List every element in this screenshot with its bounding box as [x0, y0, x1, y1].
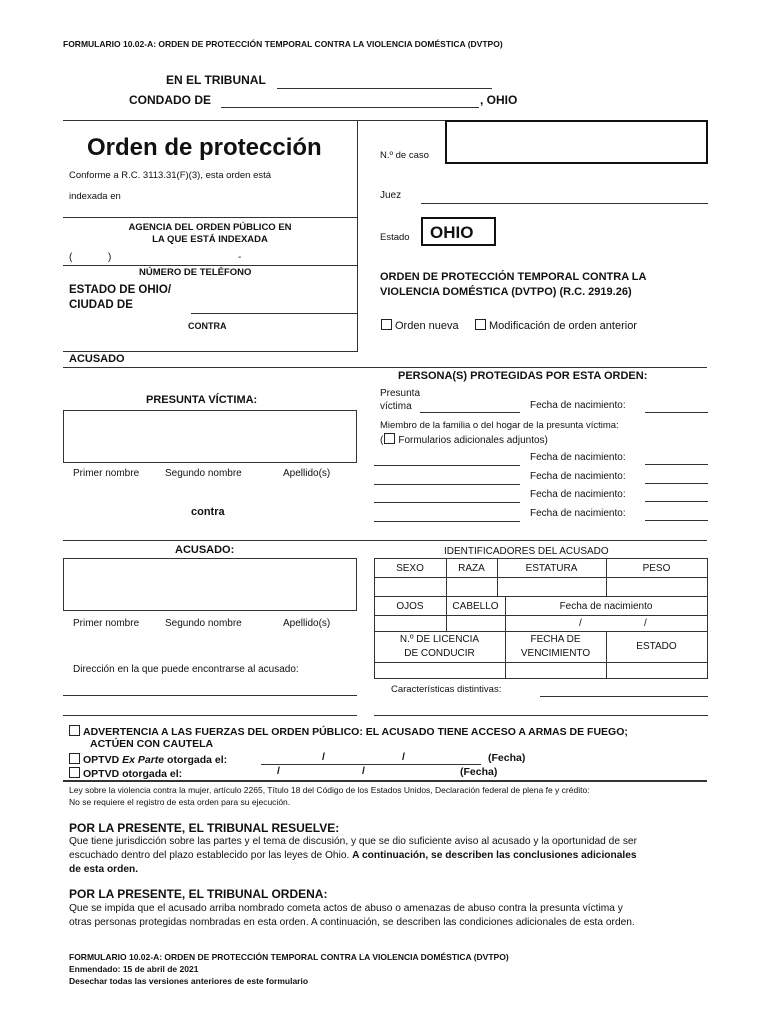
firearms-checkbox[interactable] — [69, 725, 80, 736]
expiration-header-1: FECHA DE — [530, 634, 581, 645]
findings-text-1: Que tiene jurisdicción sobre las partes y el tema de discusión, y que se dio suficiente aviso al acusado y la oportunidad de ser — [69, 836, 637, 847]
distinctive-field[interactable] — [540, 696, 708, 697]
center-divider — [357, 120, 358, 352]
modification-label: Modificación de orden anterior — [489, 320, 637, 332]
eyes-header: OJOS — [396, 601, 424, 612]
judge-label: Juez — [380, 190, 402, 201]
family-dob-3[interactable] — [645, 501, 708, 502]
presumed-victim-1: Presunta — [380, 388, 421, 399]
defendant-name-box[interactable] — [63, 558, 357, 611]
additional-forms-checkbox[interactable] — [384, 433, 395, 444]
family-member-label: Miembro de la familia o del hogar de la presunta víctima: — [380, 420, 619, 431]
id-col-3c — [707, 631, 708, 678]
defendant-last-name: Apellido(s) — [283, 618, 331, 629]
family-name-1[interactable] — [374, 465, 520, 466]
family-name-4[interactable] — [374, 521, 520, 522]
phone-field-line[interactable] — [63, 265, 357, 266]
id-row-line-2 — [374, 596, 708, 597]
indexed-text-2: indexada en — [69, 191, 121, 202]
distinctive-field-2[interactable] — [374, 715, 708, 716]
agency-label: AGENCIA DEL ORDEN PÚBLICO EN LA QUE ESTÁ INDEXADA — [128, 222, 292, 245]
defendant-label: ACUSADO — [69, 353, 125, 365]
contra-word: contra — [191, 506, 225, 518]
order-title: ORDEN DE PROTECCIÓN TEMPORAL CONTRA LA VIOLENCIA DOMÉSTICA (DVTPO) (R.C. 2919.26) — [380, 271, 647, 298]
ex-parte-slash-2: / — [402, 751, 405, 763]
ex-parte-slash-1: / — [322, 751, 325, 763]
orders-text-2: otras personas protegidas nombradas en esta orden. A continuación, se describen las condiciones adicionales de esta orden. — [69, 917, 635, 928]
ex-parte-text-b: Ex Parte — [122, 754, 165, 766]
family-dob-1[interactable] — [645, 464, 708, 465]
new-order-option[interactable] — [381, 319, 459, 332]
indexed-text-1: Conforme a R.C. 3113.31(F)(3), esta orden está — [69, 170, 272, 181]
family-dob-label-4: Fecha de nacimiento: — [530, 508, 626, 519]
findings-text-2a: escuchado dentro del plazo establecido por las leyes de Ohio. — [69, 850, 353, 861]
id-row-line-5 — [374, 662, 708, 663]
id-col-3b — [707, 596, 708, 631]
section-rule-2 — [63, 540, 707, 541]
family-name-2[interactable] — [374, 484, 520, 485]
sex-header: SEXO — [396, 563, 424, 574]
contra-label: CONTRA — [188, 321, 227, 331]
state-suffix: , OHIO — [480, 93, 518, 107]
granted-slash-1: / — [277, 765, 280, 777]
vawa-text: Ley sobre la violencia contra la mujer, artículo 2265, Título 18 del Código de los Estados Unidos, Declaración federal de plena fe y crédito: — [69, 785, 590, 795]
id-row-line-0 — [374, 558, 708, 559]
phone-label: NÚMERO DE TELÉFONO — [139, 267, 252, 278]
license-header-1: N.º DE LICENCIA — [399, 634, 480, 645]
license-header-2: DE CONDUCIR — [404, 648, 475, 659]
phone-close: ) — [108, 252, 112, 263]
victim-name-box[interactable] — [63, 410, 357, 463]
victim-middle-name: Segundo nombre — [165, 468, 242, 479]
id-row-line-4 — [374, 631, 708, 632]
no-registry-text: No se requiere el registro de esta orden para su ejecución. — [69, 797, 291, 807]
ex-parte-option[interactable] — [69, 753, 227, 766]
id-row-line-6 — [374, 678, 708, 679]
victim-protected-field[interactable] — [420, 412, 520, 413]
family-dob-label-3: Fecha de nacimiento: — [530, 489, 626, 500]
granted-date-label: (Fecha) — [460, 766, 498, 778]
identifiers-table — [374, 558, 708, 678]
granted-checkbox[interactable] — [69, 767, 80, 778]
additional-forms-option[interactable]: ( Formularios adicionales adjuntos) — [380, 435, 548, 446]
warnings-rule — [63, 780, 707, 782]
modification-checkbox[interactable] — [475, 319, 486, 330]
modification-option[interactable] — [475, 319, 637, 332]
orders-text-1: Que se impida que el acusado arriba nombrado cometa actos de abuso o amenazas de abuso contra la presunta víctima y — [69, 903, 623, 914]
footer-form-title: FORMULARIO 10.02-A: ORDEN DE PROTECCIÓN TEMPORAL CONTRA LA VIOLENCIA DOMÉSTICA (DVTPO) — [69, 952, 509, 962]
family-dob-label-1: Fecha de nacimiento: — [530, 452, 626, 463]
address-field-2[interactable] — [63, 715, 357, 716]
address-label: Dirección en la que puede encontrarse al acusado: — [73, 664, 299, 675]
id-row-line-1 — [374, 577, 708, 578]
findings-heading: POR LA PRESENTE, EL TRIBUNAL RESUELVE: — [69, 821, 340, 835]
family-dob-2[interactable] — [645, 483, 708, 484]
id-row-line-3 — [374, 615, 708, 616]
birthdate-slash-1: / — [579, 618, 582, 629]
defendant-first-name: Primer nombre — [73, 618, 140, 629]
firearms-caution: ACTÚEN CON CAUTELA — [90, 738, 214, 750]
family-dob-label-2: Fecha de nacimiento: — [530, 471, 626, 482]
additional-forms-label: Formularios adicionales adjuntos) — [398, 435, 548, 446]
orders-heading: POR LA PRESENTE, EL TRIBUNAL ORDENA: — [69, 887, 328, 901]
protected-title: PERSONA(S) PROTEGIDAS POR ESTA ORDEN: — [398, 370, 648, 382]
weight-header: PESO — [642, 563, 671, 574]
ex-parte-text-c: otorgada el: — [164, 754, 228, 766]
ex-parte-date-label: (Fecha) — [488, 752, 526, 764]
victim-dob-label: Fecha de nacimiento: — [530, 400, 626, 411]
granted-slash-2: / — [362, 765, 365, 777]
family-dob-4[interactable] — [645, 520, 708, 521]
tribunal-label: EN EL TRIBUNAL — [166, 73, 266, 87]
victim-label: PRESUNTA VÍCTIMA: — [146, 394, 258, 406]
phone-open: ( — [69, 252, 73, 263]
phone-dash: - — [238, 252, 242, 263]
state-box — [421, 217, 496, 246]
state-label: Estado — [380, 232, 410, 243]
state-value: OHIO — [430, 223, 474, 242]
defendant-middle-name: Segundo nombre — [165, 618, 242, 629]
section-rule-1 — [63, 367, 707, 368]
hair-header: CABELLO — [452, 601, 499, 612]
presumed-victim-2: víctima — [380, 401, 412, 412]
new-order-label: Orden nueva — [395, 320, 459, 332]
case-number-label: N.º de caso — [380, 150, 429, 161]
race-header: RAZA — [458, 563, 485, 574]
expiration-header-2: VENCIMIENTO — [520, 648, 591, 659]
family-name-3[interactable] — [374, 502, 520, 503]
victim-first-name: Primer nombre — [73, 468, 140, 479]
distinctive-label: Características distintivas: — [391, 684, 502, 695]
findings-text-2 — [69, 851, 637, 861]
tribunal-field[interactable] — [277, 88, 492, 89]
identifiers-title: IDENTIFICADORES DEL ACUSADO — [444, 546, 609, 557]
new-order-checkbox[interactable] — [381, 319, 392, 330]
case-number-field[interactable] — [445, 120, 708, 164]
victim-last-name: Apellido(s) — [283, 468, 331, 479]
ex-parte-text-a: OPTVD — [83, 754, 123, 766]
agency-field-line[interactable] — [63, 217, 357, 218]
license-state-header: ESTADO — [636, 641, 677, 652]
findings-text-2b: A continuación, se describen las conclusiones adicionales — [352, 850, 637, 861]
state-of-ohio: ESTADO DE OHIO/ — [69, 284, 172, 296]
victim-dob-field[interactable] — [645, 412, 708, 413]
height-header: ESTATURA — [525, 563, 578, 574]
firearms-text: ADVERTENCIA A LAS FUERZAS DEL ORDEN PÚBLICO: EL ACUSADO TIENE ACCESO A ARMAS DE FUEGO; — [83, 726, 628, 738]
plaintiff-bottom-line — [63, 351, 357, 352]
findings-text-3: de esta orden. — [69, 864, 139, 875]
birthdate-slash-2: / — [644, 618, 647, 629]
county-label: CONDADO DE — [129, 93, 212, 107]
defendant2-label: ACUSADO: — [175, 544, 235, 556]
birthdate-header: Fecha de nacimiento — [559, 601, 653, 612]
footer-discard: Desechar todas las versiones anteriores de este formulario — [69, 976, 309, 986]
granted-option[interactable] — [69, 767, 182, 780]
firearms-warning[interactable] — [69, 725, 628, 738]
id-col-2c — [606, 631, 607, 678]
page-title: Orden de protección — [87, 134, 322, 161]
form-header-title: FORMULARIO 10.02-A: ORDEN DE PROTECCIÓN TEMPORAL CONTRA LA VIOLENCIA DOMÉSTICA (DVTPO) — [63, 39, 503, 49]
granted-text: OPTVD otorgada el: — [83, 768, 183, 780]
city-field[interactable] — [191, 313, 357, 314]
city-of: CIUDAD DE — [69, 299, 133, 311]
ex-parte-checkbox[interactable] — [69, 753, 80, 764]
id-col-4a — [707, 558, 708, 596]
judge-field[interactable] — [421, 203, 708, 204]
address-field[interactable] — [63, 695, 357, 696]
ex-parte-date-field[interactable] — [261, 764, 481, 765]
county-field[interactable] — [221, 107, 479, 108]
footer-amended: Enmendado: 15 de abril de 2021 — [69, 964, 199, 974]
